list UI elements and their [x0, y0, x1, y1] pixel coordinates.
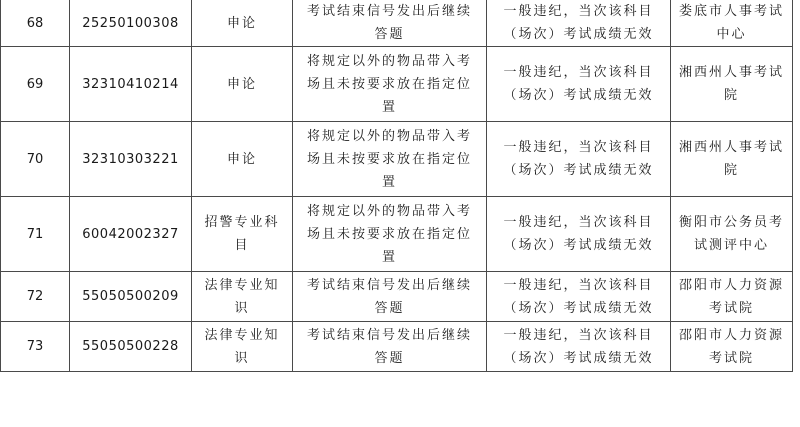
violation-description: 考试结束信号发出后继续答题: [293, 272, 487, 322]
candidate-id: 60042002327: [70, 197, 192, 272]
penalty-description: 一般违纪，当次该科目（场次）考试成绩无效: [487, 0, 671, 47]
handling-agency: 邵阳市人力资源考试院: [671, 322, 793, 372]
exam-subject: 法律专业知识: [192, 322, 293, 372]
violation-description: 考试结束信号发出后继续答题: [293, 322, 487, 372]
exam-subject: 申论: [192, 47, 293, 122]
penalty-description: 一般违纪，当次该科目（场次）考试成绩无效: [487, 122, 671, 197]
table-row: [1, 197, 793, 272]
candidate-id: 25250100308: [70, 0, 192, 47]
row-number: 69: [1, 47, 70, 122]
exam-subject: 申论: [192, 0, 293, 47]
row-number: 70: [1, 122, 70, 197]
table-row: [1, 122, 793, 197]
table-row: [1, 47, 793, 122]
exam-subject: 法律专业知识: [192, 272, 293, 322]
penalty-description: 一般违纪，当次该科目（场次）考试成绩无效: [487, 322, 671, 372]
handling-agency: 湘西州人事考试院: [671, 122, 793, 197]
row-number: 71: [1, 197, 70, 272]
table-row: [1, 272, 793, 322]
handling-agency: 湘西州人事考试院: [671, 47, 793, 122]
exam-subject: 招警专业科目: [192, 197, 293, 272]
handling-agency: 邵阳市人力资源考试院: [671, 272, 793, 322]
violation-description: 考试结束信号发出后继续答题: [293, 0, 487, 47]
candidate-id: 32310303221: [70, 122, 192, 197]
penalty-description: 一般违纪，当次该科目（场次）考试成绩无效: [487, 272, 671, 322]
candidate-id: 32310410214: [70, 47, 192, 122]
penalty-description: 一般违纪，当次该科目（场次）考试成绩无效: [487, 197, 671, 272]
violation-description: 将规定以外的物品带入考场且未按要求放在指定位置: [293, 47, 487, 122]
violation-description: 将规定以外的物品带入考场且未按要求放在指定位置: [293, 122, 487, 197]
violation-description: 将规定以外的物品带入考场且未按要求放在指定位置: [293, 197, 487, 272]
handling-agency: 衡阳市公务员考试测评中心: [671, 197, 793, 272]
handling-agency: 娄底市人事考试中心: [671, 0, 793, 47]
row-number: 72: [1, 272, 70, 322]
row-number: 68: [1, 0, 70, 47]
table-row: [1, 0, 793, 47]
table-row: [1, 322, 793, 372]
candidate-id: 55050500228: [70, 322, 192, 372]
penalty-description: 一般违纪，当次该科目（场次）考试成绩无效: [487, 47, 671, 122]
exam-subject: 申论: [192, 122, 293, 197]
candidate-id: 55050500209: [70, 272, 192, 322]
row-number: 73: [1, 322, 70, 372]
